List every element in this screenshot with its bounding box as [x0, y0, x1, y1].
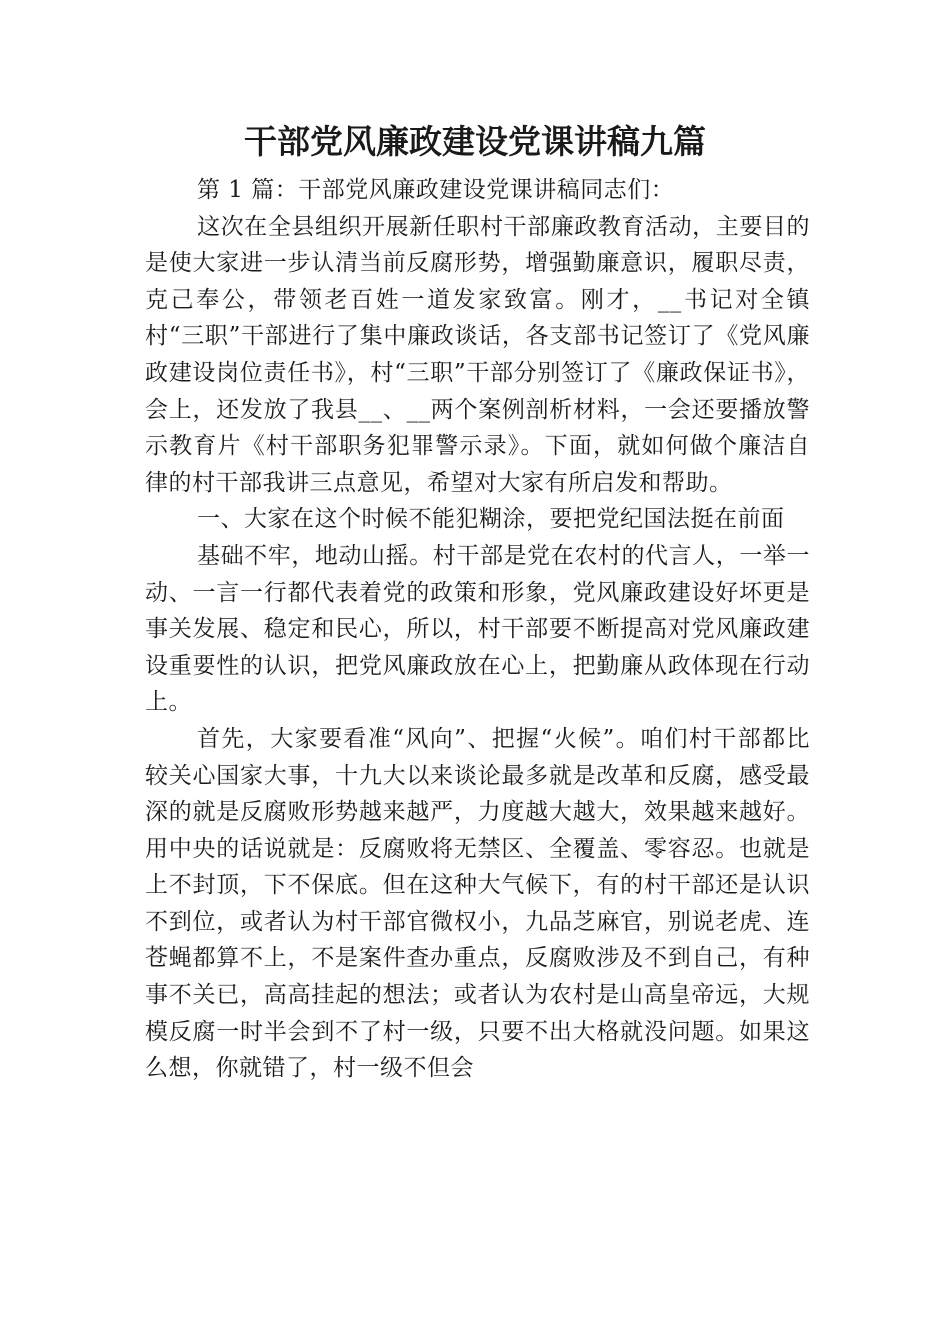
document-title: 干部党风廉政建设党课讲稿九篇	[244, 122, 706, 161]
paragraph-foundation: 基础不牢，地动山摇。村干部是党在农村的代言人，一举一动、一言一行都代表着党的政策和形象，党风廉政建设好坏更是事关发展、稳定和民心，所以，村干部要不断提高对党风廉政建设重要性的认识，把党风廉政放在心上，把勤廉从政体现在行动上。	[145, 542, 810, 716]
paragraph-section-heading: 一、大家在这个时候不能犯糊涂，要把党纪国法挺在前面	[197, 506, 785, 533]
paragraph-chapter-heading: 第 1 篇：干部党风廉政建设党课讲稿同志们：	[197, 177, 675, 203]
paragraph-first-point: 首先，大家要看准“风向”、把握“火候”。咱们村干部都比较关心国家大事，十九大以来谈论最多就是改革和反腐，感受最深的就是反腐败形势越来越严，力度越大越大，效果越来越好。用中央的话说就是：反腐败将无禁区、全覆盖、零容忍。也就是上不封顶，下不保底。但在这种大气候下，有的村干部还是认识不到位，或者认为村干部官微权小，九品芝麻官，别说老虎、连苍蝇都算不上，不是案件查办重点，反腐败涉及不到自己，有种事不关已，高高挂起的想法；或者认为农村是山高皇帝远，大规模反腐一时半会到不了村一级，只要不出大格就没问题。如果这么想，你就错了，村一级不但会	[145, 725, 810, 1082]
paragraph-intro: 这次在全县组织开展新任职村干部廉政教育活动，主要目的是使大家进一步认清当前反腐形势，增强勤廉意识，履职尽责，克己奉公，带领老百姓一道发家致富。刚才，__书记对全镇村“三职”干部进行了集中廉政谈话，各支部书记签订了《党风廉政建设岗位责任书》，村“三职”干部分别签订了《廉政保证书》，会上，还发放了我县__、__两个案例剖析材料，一会还要播放警示教育片《村干部职务犯罪警示录》。下面，就如何做个廉洁自律的村干部我讲三点意见，希望对大家有所启发和帮助。	[145, 213, 810, 496]
document-body	[145, 172, 810, 1087]
